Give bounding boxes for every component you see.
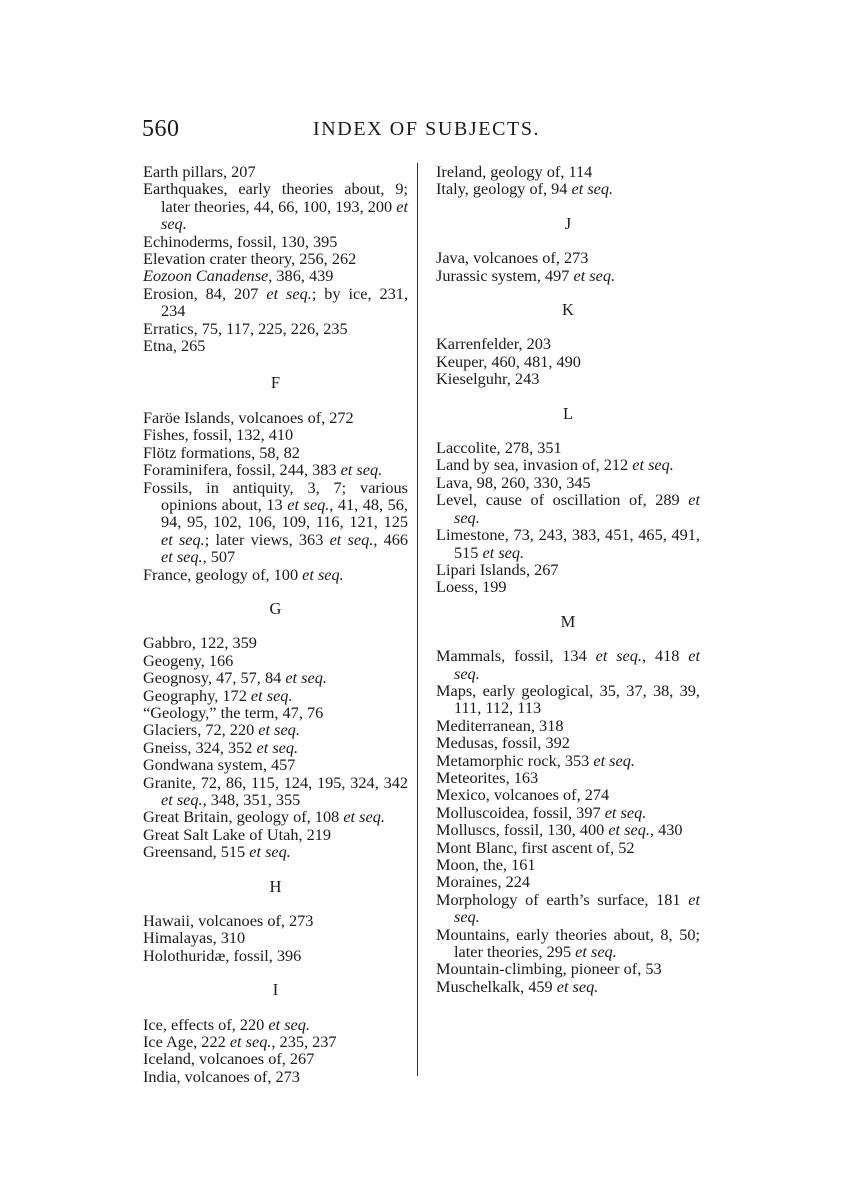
index-entry: Himalayas, 310 — [143, 928, 246, 948]
index-entry: Loess, 199 — [436, 577, 507, 597]
index-entry: Iceland, volcanoes of, 267 — [143, 1049, 315, 1069]
index-entry: Medusas, fossil, 392 — [436, 733, 570, 753]
index-entry: Molluscs, fossil, 130, 400 et seq., 430 — [436, 820, 683, 840]
entry-group-i-continued — [436, 163, 700, 198]
index-entry: Mountains, early theories about, 8, 50; later theories, 295 et seq. — [436, 924, 700, 962]
entry-group-j — [436, 249, 700, 284]
index-entry: Mountain-climbing, pioneer of, 53 — [436, 959, 662, 979]
index-entry: Muschelkalk, 459 et seq. — [436, 976, 599, 996]
index-entry: Mediterranean, 318 — [436, 715, 564, 735]
entry-group-m — [436, 647, 700, 995]
index-entry: Earth pillars, 207 — [143, 162, 256, 181]
index-entry: Metamorphic rock, 353 et seq. — [436, 750, 635, 770]
column-divider — [417, 163, 418, 1076]
index-entry: Ireland, geology of, 114 — [436, 162, 593, 181]
index-entry: Limestone, 73, 243, 383, 451, 465, 491, 515 et seq. — [436, 525, 700, 562]
index-entry: Geography, 172 et seq. — [143, 685, 293, 705]
index-entry: Elevation crater theory, 256, 262 — [143, 249, 357, 269]
index-entry: Erratics, 75, 117, 225, 226, 235 — [143, 318, 348, 338]
section-letter-j: J — [564, 213, 572, 233]
index-entry: Foraminifera, fossil, 244, 383 et seq. — [143, 460, 383, 480]
entry-group-l — [436, 439, 700, 596]
index-entry: Lava, 98, 260, 330, 345 — [436, 472, 591, 492]
index-entry: Ice, effects of, 220 et seq. — [143, 1014, 310, 1034]
index-entry: Lipari Islands, 267 — [436, 559, 559, 579]
index-entry: Granite, 72, 86, 115, 124, 195, 324, 342 et seq., 348, 351, 355 — [143, 772, 408, 809]
index-entry: Level, cause of oscillation of, 289 et seq. — [436, 490, 700, 527]
index-entry: Gabbro, 122, 359 — [143, 633, 257, 653]
index-entry: Flötz formations, 58, 82 — [143, 442, 300, 462]
index-entry: France, geology of, 100 et seq. — [143, 564, 344, 584]
entry-group-f — [143, 409, 408, 583]
index-entry: “Geology,” the term, 47, 76 — [143, 702, 324, 722]
index-entry: Ice Age, 222 et seq., 235, 237 — [143, 1032, 337, 1052]
index-entry: Fishes, fossil, 132, 410 — [143, 425, 294, 445]
section-letter-m: M — [560, 611, 576, 631]
index-entry: Laccolite, 278, 351 — [436, 438, 562, 458]
index-entry: Eozoon Canadense, 386, 439 — [143, 266, 334, 286]
index-entry: Meteorites, 163 — [436, 767, 539, 787]
index-entry: Mont Blanc, first ascent of, 52 — [436, 837, 635, 857]
index-entry: Mexico, volcanoes of, 274 — [436, 785, 610, 805]
index-entry: Italy, geology of, 94 et seq. — [436, 179, 614, 199]
entry-group-i — [143, 1016, 408, 1086]
index-entry: Fossils, in antiquity, 3, 7; various opinions about, 13 et seq., 41, 48, 56, 94, 95, 102, 106, 109, 116, 121, 125 et seq.; later views, 363 et seq., 466 et seq., 507 — [143, 477, 409, 567]
index-entry: Great Britain, geology of, 108 et seq. — [143, 807, 385, 827]
right-column — [436, 163, 700, 995]
index-entry: Karrenfelder, 203 — [436, 334, 552, 354]
index-entry: Kieselguhr, 243 — [436, 369, 540, 389]
section-letter-h: H — [269, 876, 282, 896]
index-entry: Keuper, 460, 481, 490 — [436, 351, 581, 371]
left-column — [143, 163, 408, 1085]
index-entry: Earthquakes, early theories about, 9; later theories, 44, 66, 100, 193, 200 et seq. — [143, 179, 408, 234]
index-entry: Greensand, 515 et seq. — [143, 842, 291, 862]
page-number: 560 — [142, 116, 180, 142]
index-entry: Etna, 265 — [143, 336, 206, 356]
index-entry: Echinoderms, fossil, 130, 395 — [143, 231, 338, 251]
index-entry: Land by sea, invasion of, 212 et seq. — [436, 455, 674, 475]
index-entry: Faröe Islands, volcanoes of, 272 — [143, 407, 354, 427]
index-entry: Geognosy, 47, 57, 84 et seq. — [143, 668, 327, 688]
running-head: INDEX OF SUBJECTS. — [313, 118, 541, 140]
entry-group-h — [143, 912, 408, 964]
index-entry: Molluscoidea, fossil, 397 et seq. — [436, 802, 647, 822]
index-entry: Maps, early geological, 35, 37, 38, 39, 111, 112, 113 — [436, 680, 700, 718]
index-entry: Glaciers, 72, 220 et seq. — [143, 720, 300, 740]
section-letter-g: G — [269, 598, 282, 618]
section-letter-k: K — [562, 300, 574, 320]
index-entry: Holothuridæ, fossil, 396 — [143, 945, 302, 965]
index-entry: Gneiss, 324, 352 et seq. — [143, 737, 299, 757]
section-letter-f: F — [270, 373, 281, 393]
index-entry: Jurassic system, 497 et seq. — [436, 265, 616, 285]
section-letter-l: L — [562, 403, 574, 423]
entry-group-e — [143, 163, 408, 354]
index-entry: Moon, the, 161 — [436, 855, 536, 874]
index-entry: Great Salt Lake of Utah, 219 — [143, 824, 332, 844]
section-letter-i: I — [272, 980, 279, 1000]
entry-group-k — [436, 335, 700, 387]
index-entry: Java, volcanoes of, 273 — [436, 248, 589, 268]
index-entry: Morphology of earth’s surface, 181 et seq. — [436, 889, 700, 927]
index-entry: Mammals, fossil, 134 et seq., 418 et seq. — [436, 646, 700, 683]
index-entry: Erosion, 84, 207 et seq.; by ice, 231, 234 — [143, 283, 409, 321]
index-entry: Gondwana system, 457 — [143, 755, 296, 775]
index-entry: Hawaii, volcanoes of, 273 — [143, 911, 314, 931]
entry-group-g — [143, 634, 408, 860]
index-entry: Geogeny, 166 — [143, 650, 234, 670]
index-entry: India, volcanoes of, 273 — [143, 1066, 300, 1086]
index-entry: Moraines, 224 — [436, 872, 531, 892]
